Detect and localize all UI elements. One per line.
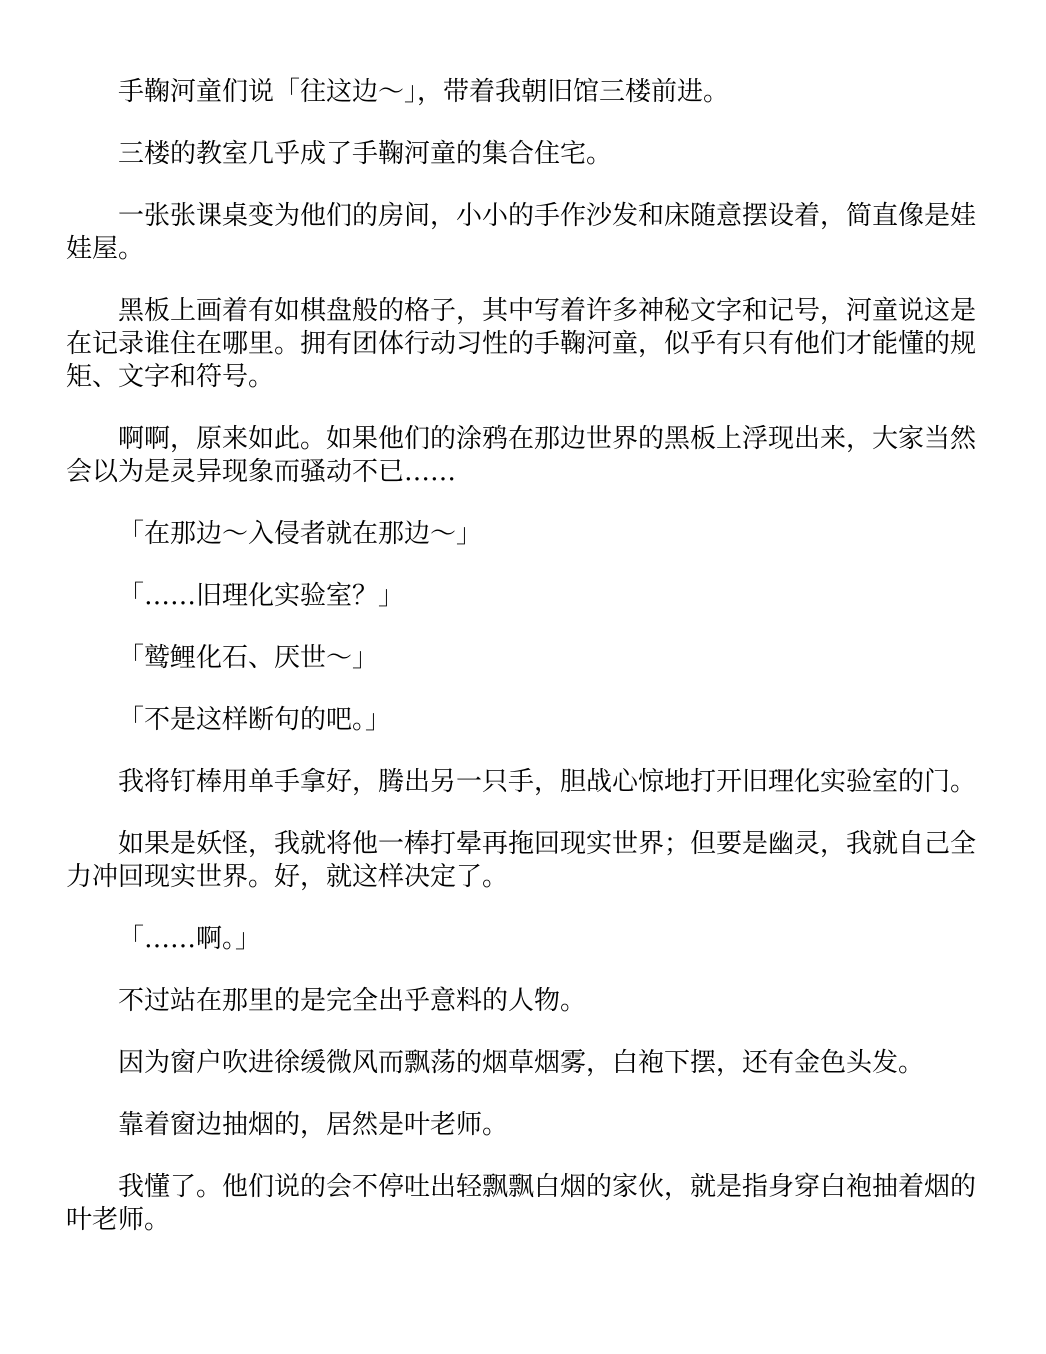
paragraph: 我懂了。他们说的会不停吐出轻飘飘白烟的家伙，就是指身穿白袍抽着烟的叶老师。 <box>66 1172 977 1235</box>
document-page <box>66 76 976 1266</box>
paragraph: 因为窗户吹进徐缓微风而飘荡的烟草烟雾，白袍下摆，还有金色头发。 <box>118 1048 925 1078</box>
dialogue-line: 「……啊。」 <box>118 924 262 954</box>
paragraph: 如果是妖怪，我就将他一棒打晕再拖回现实世界；但要是幽灵，我就自己全力冲回现实世界。好，就这样决定了。 <box>66 829 977 892</box>
paragraph: 黑板上画着有如棋盘般的格子，其中写着许多神秘文字和记号，河童说这是在记录谁住在哪里。拥有团体行动习性的手鞠河童，似乎有只有他们才能懂的规矩、文字和符号。 <box>66 296 977 392</box>
paragraph: 三楼的教室几乎成了手鞠河童的集合住宅。 <box>118 139 613 169</box>
paragraph: 我将钉棒用单手拿好，腾出另一只手，胆战心惊地打开旧理化实验室的门。 <box>118 767 977 797</box>
paragraph: 一张张课桌变为他们的房间，小小的手作沙发和床随意摆设着，简直像是娃娃屋。 <box>66 201 977 264</box>
dialogue-line: 「在那边～入侵者就在那边～」 <box>118 519 483 549</box>
paragraph: 不过站在那里的是完全出乎意料的人物。 <box>118 986 587 1016</box>
dialogue-line: 「鹫鲤化石、厌世～」 <box>118 643 379 673</box>
dialogue-line: 「不是这样断句的吧。」 <box>118 705 392 735</box>
paragraph: 靠着窗边抽烟的，居然是叶老师。 <box>118 1110 509 1140</box>
dialogue-line: 「……旧理化实验室？」 <box>118 581 405 611</box>
paragraph: 手鞠河童们说「往这边～」，带着我朝旧馆三楼前进。 <box>118 77 730 107</box>
paragraph: 啊啊，原来如此。如果他们的涂鸦在那边世界的黑板上浮现出来，大家当然会以为是灵异现象而骚动不已…… <box>66 424 977 487</box>
